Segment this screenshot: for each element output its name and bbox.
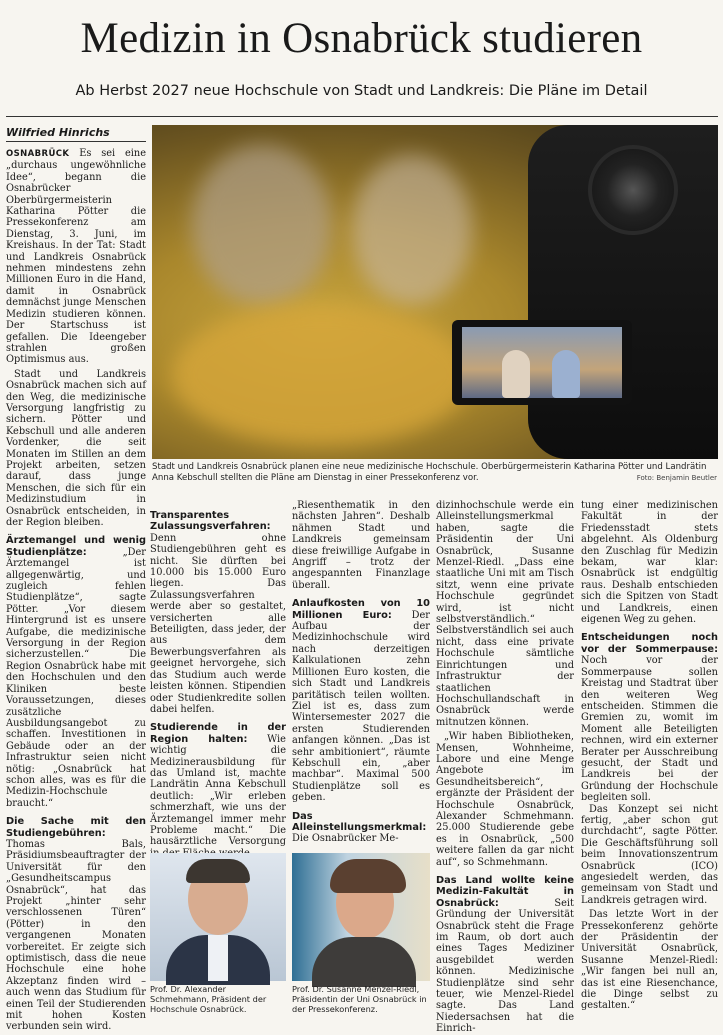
col4-subheading-1: Das Land wollte keine Medizin-Fakultät in Osnabrück:	[436, 875, 574, 909]
photo-credit: Foto: Benjamin Beutler	[636, 474, 717, 482]
col2-paragraph-2: Wie wichtig die Medizinerausbildung für das Umland ist, machte Landrätin Anna Kebschull deutlich: „Wir erleben schmerzhaft, wie uns der Ärztemangel immer mehr Probleme macht.“ Die hausärztliche Versorgung	[150, 733, 286, 848]
camera-lens	[588, 145, 678, 235]
col2-paragraph-1: Denn ohne Studiengebühren geht es nicht. Sie dürften bei 10.000 bis 15.000 Euro liegen. Das Zulassungsverfahren werde aber so gestaltet, versicherten alle Beteiligten, dass jeder, der aus dem Bewerbungsverfahren als geeignet hervorgehe, sich das Studium auch werde leisten können. Stipendien oder Studienkredite sollen dabei helfen.	[150, 532, 286, 715]
col1-paragraph-4: Thomas Bals, Präsidiumsbeauftragter der Universität für den „Gesundheitscampus Osnabrück“, hat das Projekt „hinter sehr verschlossenen Türen“ (Pötter) in den vergangenen Monaten vorbereitet. Er zeigte sich optimistisch, dass die neue Hochschule eine hohe Akzeptanz finden wird – auch wenn das Studium für einen Teil der Studierenden mit hohen Kosten verbunden sein wird.	[6, 838, 146, 1033]
col1-subheading-1: Ärztemangel und wenig Studienplätze:	[6, 535, 146, 558]
col5-paragraph-3: Das Konzept sei nicht fertig, „aber schon gut durchdacht“, sagte Pötter. Die Geschäftsführung soll beim Innovationszentrum Osnabrück (ICO) angesiedelt werden, das gemeinsam von Stadt und Landkreis getragen wird.	[581, 803, 718, 906]
col3-paragraph-3: Die Osnabrücker Me-	[292, 833, 399, 845]
col2-subheading-1: Transparentes Zulassungsverfahren:	[150, 510, 271, 533]
col1-subheading-2: Die Sache mit den Studiengebühren:	[6, 816, 146, 839]
col5-subheading-1: Entscheidungen noch vor der Sommerpause:	[581, 632, 718, 655]
portrait-schmehmann	[150, 853, 286, 981]
column-4	[436, 500, 574, 1035]
col5-paragraph-1: tung einer medizinischen Fakultät in der Friedensstadt stets abgelehnt. Als Oldenburg den Zuschlag für Medizin bekam, war klar: Osnabrück ist endgültig raus. Deshalb entschieden sich die Spitzen von Stadt und Landkreis, einen eigenen Weg zu gehen.	[581, 500, 718, 626]
col4-paragraph-3: Seit Gründung der Universität Osnabrück steht die Frage im Raum, ob dort auch eines Tages Mediziner ausgebildet werden können. Medizinische Studienplätze sind sehr teuer, wie Menzel-Riedel sagte. Das Land Niedersachsen hat die Einrich-	[436, 897, 574, 1035]
col3-paragraph-1: „Riesenthematik in den nächsten Jahren“. Deshalb nähmen Stadt und Landkreis gemeinsam diese freiwillige Aufgabe in Angriff – trotz der angespannten Finanzlage überall.	[292, 500, 430, 591]
article-subheadline: Ab Herbst 2027 neue Hochschule von Stadt und Landkreis: Die Pläne im Detail	[75, 83, 648, 99]
col3-paragraph-2: Der Aufbau der Medizinhochschule wird nach derzeitigen Kalkulationen zehn Millionen Euro kosten, die sich Stadt und Landkreis paritätisch teilen wollten. Ziel ist es, dass zum Wintersemester 2027 die ersten Studierenden anfangen können. „Das ist sehr ambitioniert“, räumte Kebschull ein, „aber machbar“. Maximal 500 Studienplätze soll es geben.	[292, 609, 430, 804]
header-divider	[6, 116, 718, 117]
portrait-caption-schmehmann: Prof. Dr. Alexander Schmehmann, Präsident der Hochschule Osnabrück.	[150, 984, 267, 1015]
press-conference-photo	[152, 125, 718, 459]
column-2	[150, 500, 286, 850]
col4-paragraph-2: „Wir haben Bibliotheken, Mensen, Wohnheime, Labore und eine Menge Angebote im Gesundheitsbereich“, ergänzte der Präsident der Hochschule Osnabrück, Alexander Schmehmann. 25.000 Studierende gebe es in Osnabrück, „500 weitere fallen da gar nicht auf“, so Schmehmann.	[436, 731, 574, 868]
author-byline: Wilfried Hinrichs	[6, 126, 110, 139]
col3-subheading-1: Anlaufkosten von 10 Millionen Euro:	[292, 598, 430, 621]
author-underline	[6, 141, 146, 142]
dateline-location: OSNABRÜCK	[6, 149, 70, 159]
article-headline: Medizin in Osnabrück studieren	[80, 15, 643, 62]
col2-subheading-2: Studierende in der Region halten:	[150, 722, 286, 745]
col1-paragraph-2: Stadt und Landkreis Osnabrück machen sich auf den Weg, die medizinische Versorgung langfristig zu sichern. Pötter und Kebschull und alle anderen Vordenker, die seit Monaten im Stillen an dem Projekt arbeiten, setzen darauf, dass junge Menschen, die sich für ein Medizinstudium in Osnabrück entscheiden, in der Region bleiben.	[6, 368, 146, 528]
photo-caption: Stadt und Landkreis Osnabrück planen eine neue medizinische Hochschule. Oberbürgermeisterin Katharina Pötter und Landrätin Anna Kebschull stellten die Pläne am Dienstag in einer Pressekonferenz vor.	[152, 462, 707, 484]
col1-paragraph-1: Es sei eine „durchaus ungewöhnliche Idee“, begann die Osnabrücker Oberbürgermeisterin Katharina Pötter die Pressekonferenz am Dienstag, 3. Juni, im Kreishaus. In der Tat: Stadt und Landkreis Osnabrück nehmen mindestens zehn Millionen Euro in die Hand, damit in Osnabrück demnächst junge Menschen Medizin studieren können. Der Startschuss ist gefallen. Die Ideengeber strahlen großen Optimismus aus.	[6, 148, 146, 366]
camera-silhouette	[528, 125, 718, 459]
col1-paragraph-3: „Der Ärztemangel ist allgegenwärtig, und zugleich fehlen Studienplätze“, sagte Pötter. „Vor diesem Hintergrund ist es unsere Aufgabe, die medizinische Versorgung in der Region sicherzustellen.“ Die Region Osnabrück habe mit den Hochschulen und den Kliniken beste Voraussetzungen, dieses zusätzliche Ausbildungsangebot zu schaffen. Investitionen in Gebäude oder an der Infrastruktur seien nicht nötig: „Osnabrück hat schon alles, was es für die Medizin-Hochschule braucht.“	[6, 546, 146, 809]
camera-monitor	[452, 320, 632, 405]
column-5	[581, 500, 718, 1022]
column-3	[292, 500, 430, 850]
portrait-caption-menzel-riedl: Prof. Dr. Susanne Menzel-Riedl, Präsidentin der Uni Osnabrück in der Pressekonferenz.	[292, 984, 427, 1015]
col5-paragraph-2: Noch vor der Sommerpause sollen Kreistag und Stadtrat über den weiteren Weg entscheiden. Stimmen die Gremien zu, womit im Moment alle Beteiligten rechnen, wird ein externer Berater per Ausschreibung gesucht, der Stadt und Landkreis bei der Gründung der Hochschule begleiten soll.	[581, 655, 718, 804]
col4-paragraph-1: dizinhochschule werde ein Alleinstellungsmerkmal haben, sagte die Präsidentin der Uni Osnabrück, Susanne Menzel-Riedl. „Dass eine staatliche Uni mit am Tisch sitzt, wenn eine private Hochschule gegründet wird, ist nicht selbstverständlich.“ Selbstverständlich sei auch nicht, dass eine private Hochschule sämtliche Einrichtungen und Infrastruktur der staatlichen Hochschullandschaft in Osnabrück werde mitnutzen können.	[436, 500, 574, 728]
column-1	[6, 148, 146, 1033]
portrait-menzel-riedl	[292, 853, 430, 981]
col5-paragraph-4: Das letzte Wort in der Pressekonferenz gehörte der Präsidentin der Universität Osnabrück, Susanne Menzel-Riedl: „Wir fangen bei null an, das ist eine Riesenchance, die Dinge selbst zu gestalten.“	[581, 909, 718, 1012]
col3-subheading-2: Das Alleinstellungsmerkmal:	[292, 810, 427, 833]
